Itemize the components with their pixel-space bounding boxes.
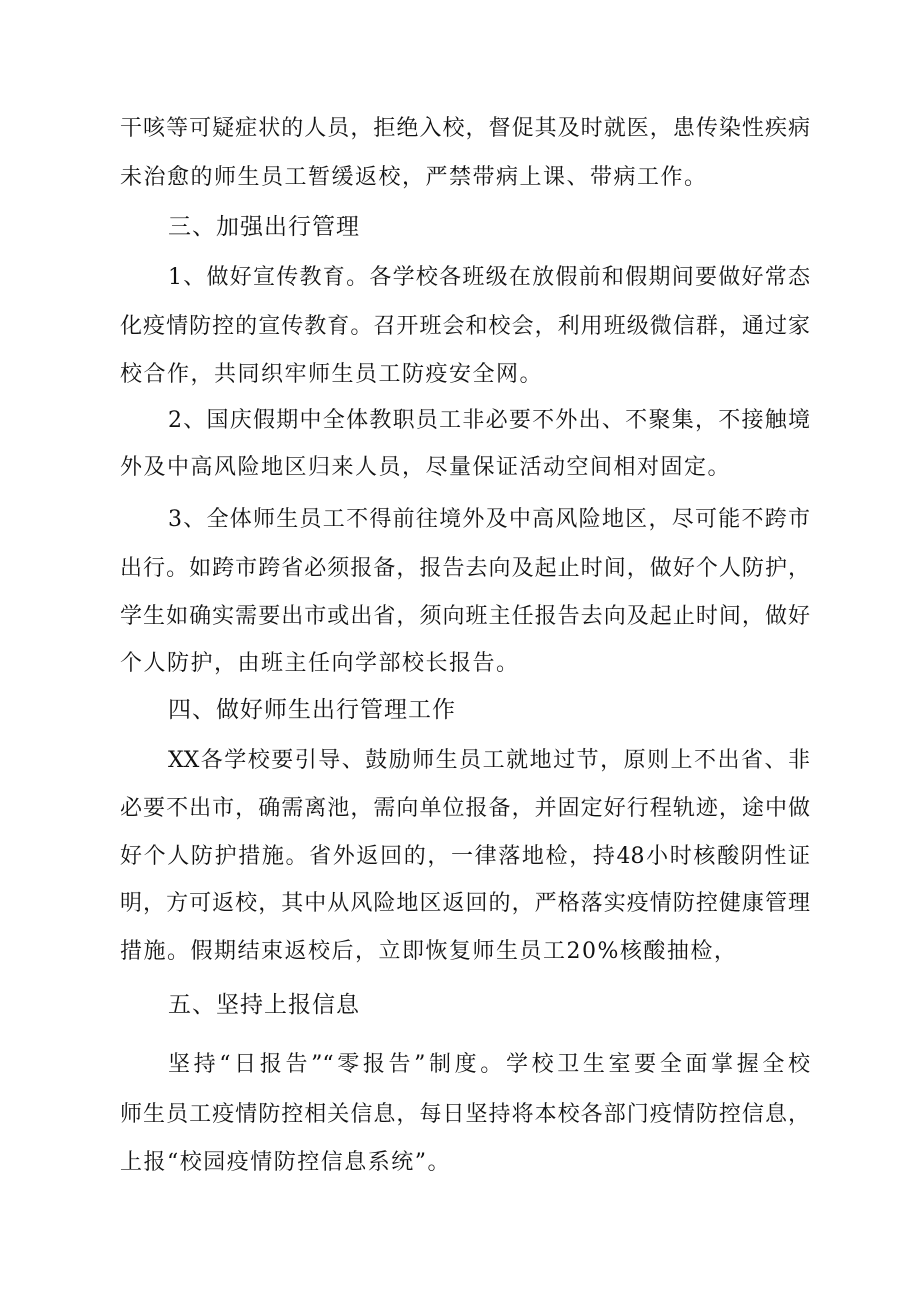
paragraph-line: 校合作，共同织牢师生员工防疫安全网。	[120, 362, 544, 387]
paragraph-line: 未治愈的师生员工暂缓返校，严禁带病上课、带病工作。	[120, 165, 708, 190]
paragraph-line: 2、国庆假期中全体教职员工非必要不外出、不聚集，不接触境	[168, 408, 810, 433]
paragraph-line: XX各学校要引导、鼓励师生员工就地过节，原则上不出省、非	[168, 748, 810, 773]
section-heading-4: 四、做好师生出行管理工作	[168, 697, 456, 723]
paragraph-line: 坚持“日报告”“零报告”制度。学校卫生室要全面掌握全校	[168, 1052, 810, 1077]
paragraph-line: 必要不出市，确需离池，需向单位报备，并固定好行程轨迹，途中做	[120, 796, 810, 821]
paragraph-line: 3、全体师生员工不得前往境外及中高风险地区，尽可能不跨市	[168, 507, 810, 532]
paragraph-line: 干咳等可疑症状的人员，拒绝入校，督促其及时就医，患传染性疾病	[120, 116, 810, 141]
paragraph-line: 学生如确实需要出市或出省，须向班主任报告去向及起止时间，做好	[120, 604, 810, 629]
paragraph-line: 明，方可返校，其中从风险地区返回的，严格落实疫情防控健康管理	[120, 891, 810, 916]
paragraph-line: 化疫情防控的宣传教育。召开班会和校会，利用班级微信群，通过家	[120, 314, 810, 339]
paragraph-line: 措施。假期结束返校后，立即恢复师生员工20%核酸抽检，	[120, 939, 738, 964]
paragraph-line: 好个人防护措施。省外返回的，一律落地检，持48小时核酸阴性证	[120, 844, 810, 869]
paragraph-line: 上报“校园疫情防控信息系统”。	[120, 1150, 451, 1175]
paragraph-line: 外及中高风险地区归来人员，尽量保证活动空间相对固定。	[120, 455, 732, 480]
paragraph-line: 1、做好宣传教育。各学校各班级在放假前和假期间要做好常态	[168, 265, 810, 290]
paragraph-line: 出行。如跨市跨省必须报备，报告去向及起止时间，做好个人防护，	[120, 556, 810, 581]
paragraph-line: 个人防护，由班主任向学部校长报告。	[120, 651, 520, 676]
section-heading-5: 五、坚持上报信息	[168, 992, 360, 1018]
paragraph-line: 师生员工疫情防控相关信息，每日坚持将本校各部门疫情防控信息，	[120, 1102, 810, 1127]
section-heading-3: 三、加强出行管理	[168, 214, 360, 240]
